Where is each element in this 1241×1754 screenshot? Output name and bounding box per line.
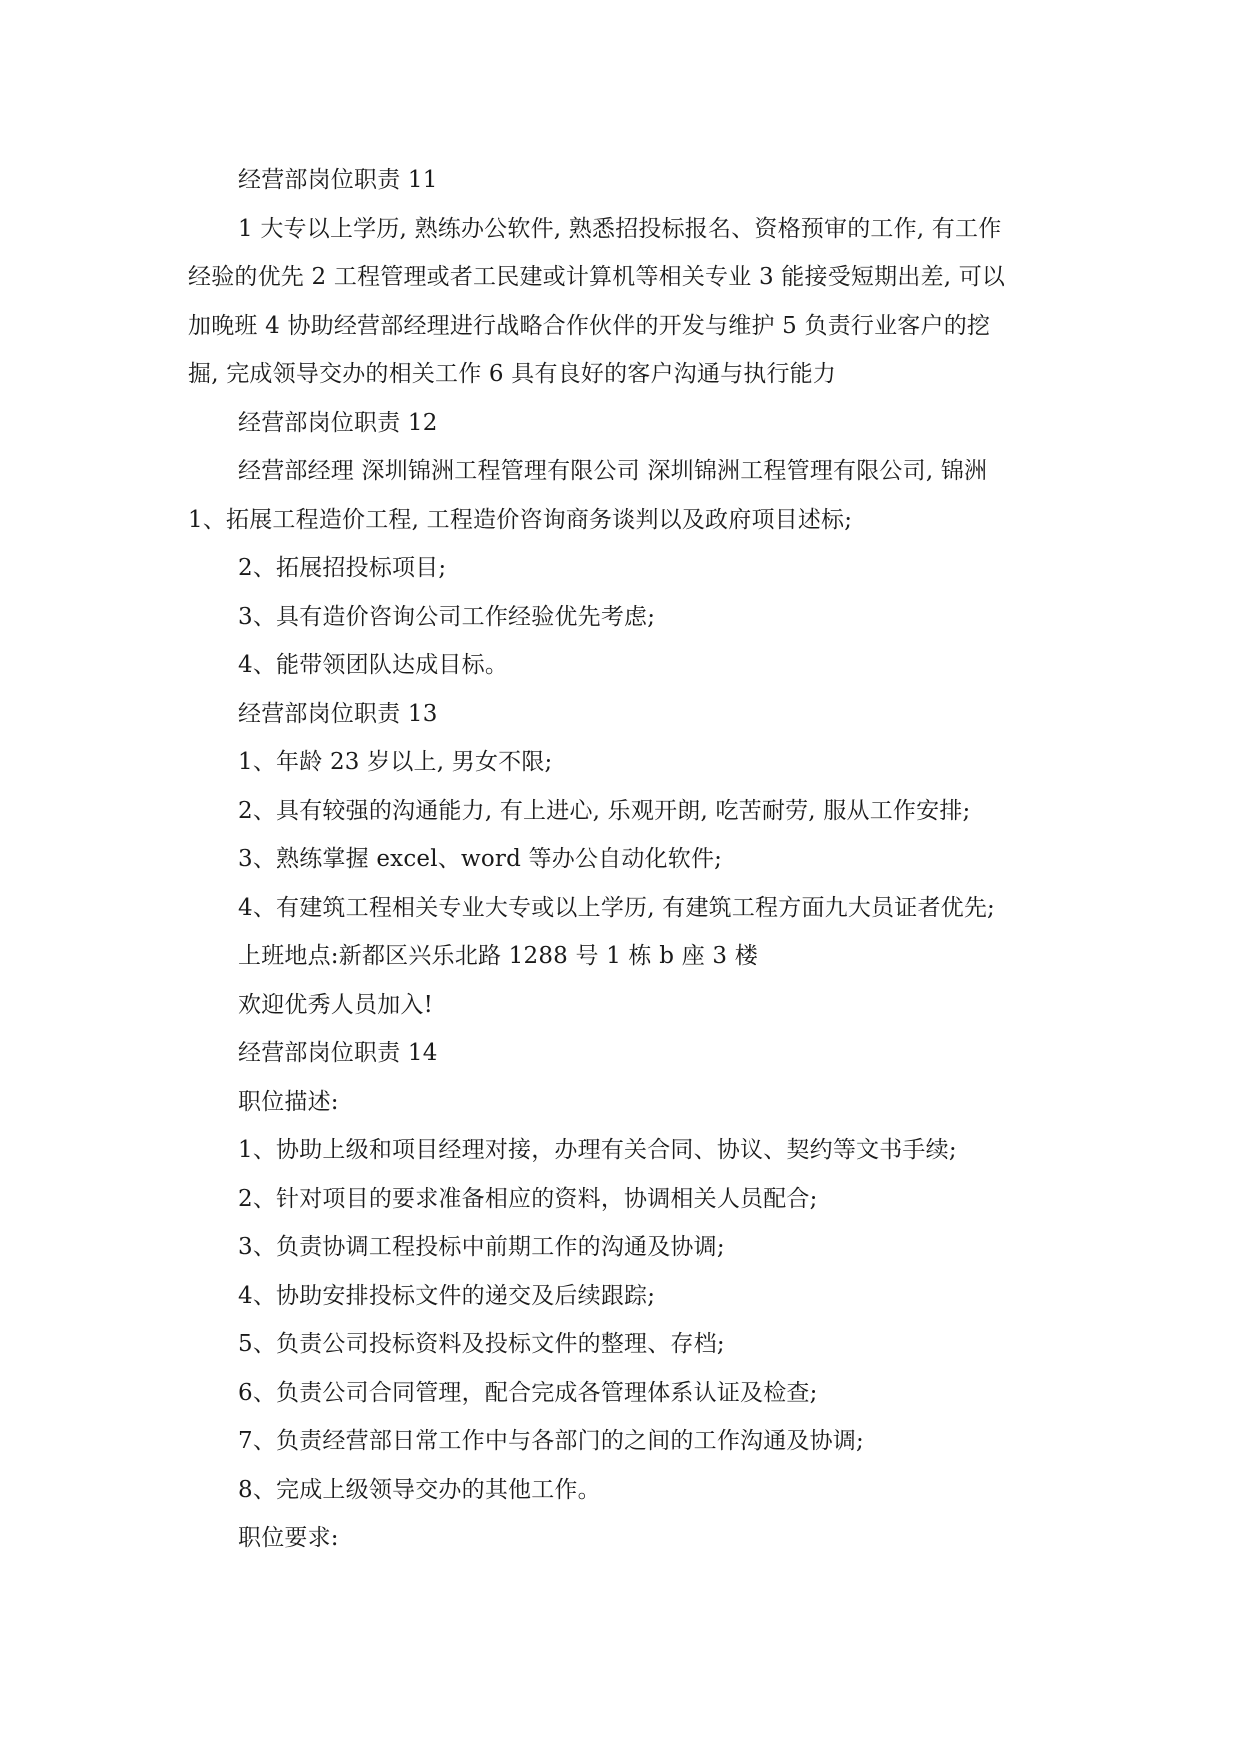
document-body xyxy=(188,156,1058,1563)
paragraph-line: 经验的优先 2 工程管理或者工民建或计算机等相关专业 3 能接受短期出差, 可以 xyxy=(188,264,1006,290)
paragraph-line: 加晚班 4 协助经营部经理进行战略合作伙伴的开发与维护 5 负责行业客户的挖 xyxy=(188,312,991,339)
paragraph-line: 掘, 完成领导交办的相关工作 6 具有良好的客户沟通与执行能力 xyxy=(188,361,837,387)
list-item: 3、负责协调工程投标中前期工作的沟通及协调; xyxy=(238,1234,725,1260)
list-item: 8、完成上级领导交办的其他工作。 xyxy=(238,1476,601,1503)
list-item: 3、熟练掌握 excel、word 等办公自动化软件; xyxy=(238,846,723,872)
work-location: 上班地点:新都区兴乐北路 1288 号 1 栋 b 座 3 楼 xyxy=(238,943,758,969)
paragraph-line: 经营部经理 深圳锦洲工程管理有限公司 深圳锦洲工程管理有限公司, 锦洲 xyxy=(238,458,988,484)
job-description-heading: 职位描述: xyxy=(238,1088,339,1115)
list-item: 2、具有较强的沟通能力, 有上进心, 乐观开朗, 吃苦耐劳, 服从工作安排; xyxy=(238,797,971,824)
list-item: 2、拓展招投标项目; xyxy=(238,555,447,581)
section-heading-12: 经营部岗位职责 12 xyxy=(238,409,438,436)
list-item: 1、拓展工程造价工程, 工程造价咨询商务谈判以及政府项目述标; xyxy=(188,506,853,533)
paragraph-line: 1 大专以上学历, 熟练办公软件, 熟悉招投标报名、资格预审的工作, 有工作 xyxy=(238,215,1002,242)
list-item: 4、能带领团队达成目标。 xyxy=(238,652,509,678)
list-item: 3、具有造价咨询公司工作经验优先考虑; xyxy=(238,603,656,630)
list-item: 2、针对项目的要求准备相应的资料，协调相关人员配合; xyxy=(238,1185,818,1212)
list-item: 7、负责经营部日常工作中与各部门的之间的工作沟通及协调; xyxy=(238,1428,864,1454)
list-item: 1、协助上级和项目经理对接，办理有关合同、协议、契约等文书手续; xyxy=(238,1137,957,1163)
welcome-text: 欢迎优秀人员加入! xyxy=(238,991,434,1018)
job-requirements-heading: 职位要求: xyxy=(238,1525,339,1551)
section-heading-13: 经营部岗位职责 13 xyxy=(238,700,438,727)
list-item: 4、协助安排投标文件的递交及后续跟踪; xyxy=(238,1282,656,1309)
list-item: 1、年龄 23 岁以上, 男女不限; xyxy=(238,749,553,775)
section-heading-11: 经营部岗位职责 11 xyxy=(238,167,438,193)
section-heading-14: 经营部岗位职责 14 xyxy=(238,1040,438,1066)
list-item: 4、有建筑工程相关专业大专或以上学历, 有建筑工程方面九大员证者优先; xyxy=(238,894,996,921)
list-item: 5、负责公司投标资料及投标文件的整理、存档; xyxy=(238,1331,725,1357)
list-item: 6、负责公司合同管理，配合完成各管理体系认证及检查; xyxy=(238,1379,818,1406)
